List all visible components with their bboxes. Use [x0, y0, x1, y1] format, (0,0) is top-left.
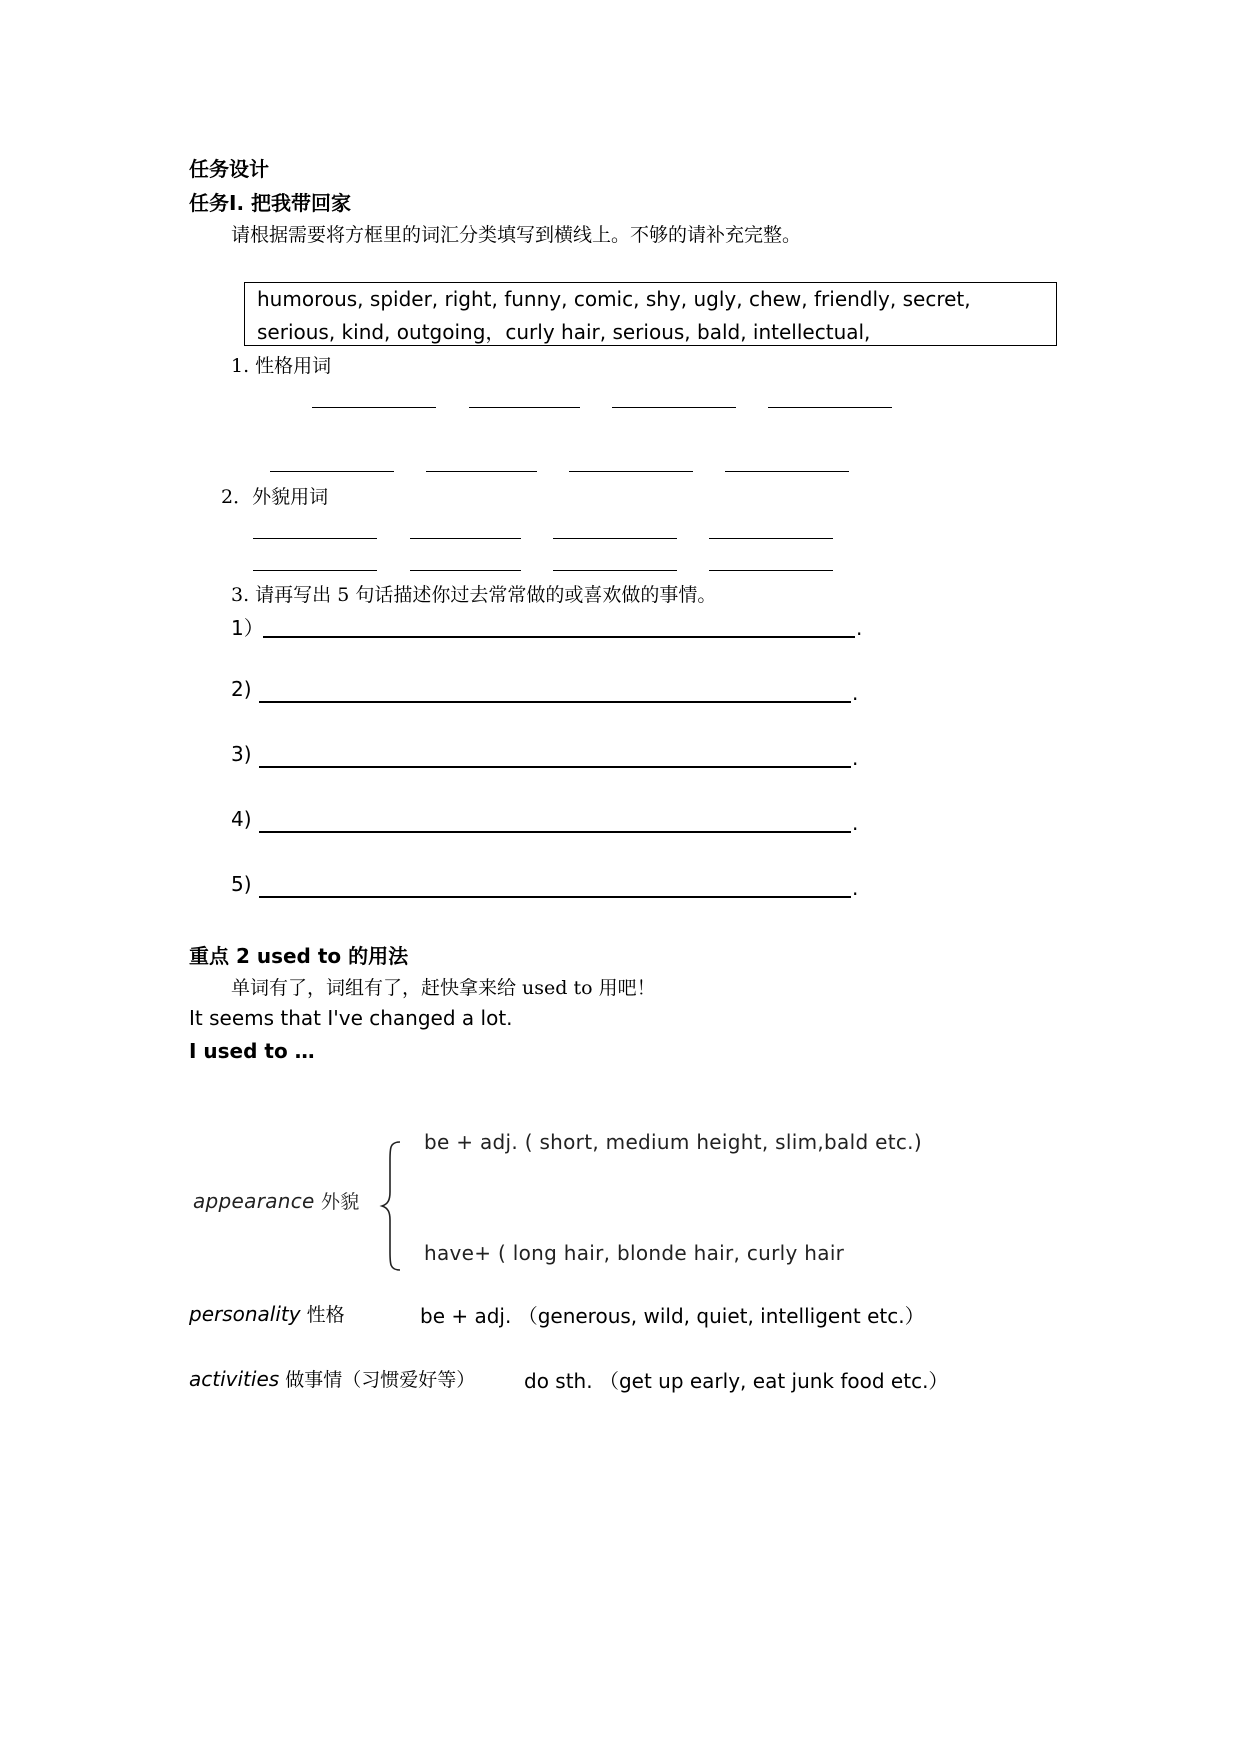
- activities-label-cn: 做事情（习惯爱好等）: [279, 1369, 476, 1391]
- blank-line[interactable]: [612, 407, 736, 408]
- curly-brace-icon: [378, 1138, 404, 1274]
- word-box-line-2: serious, kind, outgoing，curly hair, serious, bald, intellectual,: [257, 320, 871, 344]
- sentence-number: 2): [231, 677, 252, 701]
- sentence-period: .: [852, 746, 859, 770]
- appearance-be-rule: be + adj. ( short, medium height, slim,bald etc.): [424, 1130, 922, 1154]
- blank-line[interactable]: [768, 407, 892, 408]
- sentence-period: .: [852, 681, 859, 705]
- activities-rule: do sth. （get up early, eat junk food etc.）: [524, 1369, 949, 1393]
- word-box: [244, 282, 1057, 346]
- appearance-label: [193, 1187, 360, 1214]
- sentence-number: 4): [231, 807, 252, 831]
- point2-title: 重点 2 used to 的用法: [189, 944, 409, 968]
- appearance-label-cn: 外貌: [314, 1191, 360, 1213]
- blank-line[interactable]: [410, 538, 521, 539]
- sentence-number: 3): [231, 742, 252, 766]
- appearance-have-rule: have+ ( long hair, blonde hair, curly hair: [424, 1241, 845, 1265]
- blank-line[interactable]: [553, 570, 677, 571]
- sentence-period: .: [852, 876, 859, 900]
- appearance-label-en: appearance: [193, 1189, 315, 1213]
- answer-line[interactable]: [259, 766, 851, 768]
- section-title: 任务设计: [189, 157, 269, 181]
- personality-label: [189, 1300, 345, 1327]
- sentence-number: 1）: [231, 616, 264, 640]
- sentence-period: .: [852, 811, 859, 835]
- blank-line[interactable]: [312, 407, 436, 408]
- point2-instruction: 单词有了，词组有了，赶快拿来给 used to 用吧！: [231, 977, 656, 999]
- blank-line[interactable]: [709, 538, 833, 539]
- blank-line[interactable]: [253, 570, 377, 571]
- answer-line[interactable]: [263, 636, 855, 638]
- blank-line[interactable]: [709, 570, 833, 571]
- subheading-personality-words: 1. 性格用词: [231, 355, 332, 377]
- activities-label: [189, 1365, 475, 1392]
- answer-line[interactable]: [259, 701, 851, 703]
- task1-instruction: 请根据需要将方框里的词汇分类填写到横线上。不够的请补充完整。: [231, 224, 802, 246]
- personality-rule: be + adj. （generous, wild, quiet, intelligent etc.）: [420, 1304, 925, 1328]
- answer-line[interactable]: [259, 896, 851, 898]
- task1-title: 任务Ⅰ. 把我带回家: [189, 191, 352, 215]
- blank-line[interactable]: [553, 538, 677, 539]
- blank-line[interactable]: [270, 471, 394, 472]
- word-box-line-1: humorous, spider, right, funny, comic, shy, ugly, chew, friendly, secret,: [257, 287, 971, 311]
- subheading-sentences: 3. 请再写出 5 句话描述你过去常常做的或喜欢做的事情。: [231, 584, 717, 606]
- blank-line[interactable]: [469, 407, 580, 408]
- answer-line[interactable]: [259, 831, 851, 833]
- blank-line[interactable]: [253, 538, 377, 539]
- example-sentence: It seems that I've changed a lot.: [189, 1006, 513, 1030]
- sentence-number: 5): [231, 872, 252, 896]
- blank-line[interactable]: [426, 471, 537, 472]
- subheading-appearance-words: 2．外貌用词: [221, 486, 329, 508]
- blank-line[interactable]: [410, 570, 521, 571]
- blank-line[interactable]: [569, 471, 693, 472]
- personality-label-en: personality: [189, 1302, 301, 1326]
- activities-label-en: activities: [189, 1367, 280, 1391]
- used-to-prompt: I used to …: [189, 1039, 315, 1063]
- personality-label-cn: 性格: [300, 1304, 345, 1326]
- sentence-period: .: [856, 616, 863, 640]
- blank-line[interactable]: [725, 471, 849, 472]
